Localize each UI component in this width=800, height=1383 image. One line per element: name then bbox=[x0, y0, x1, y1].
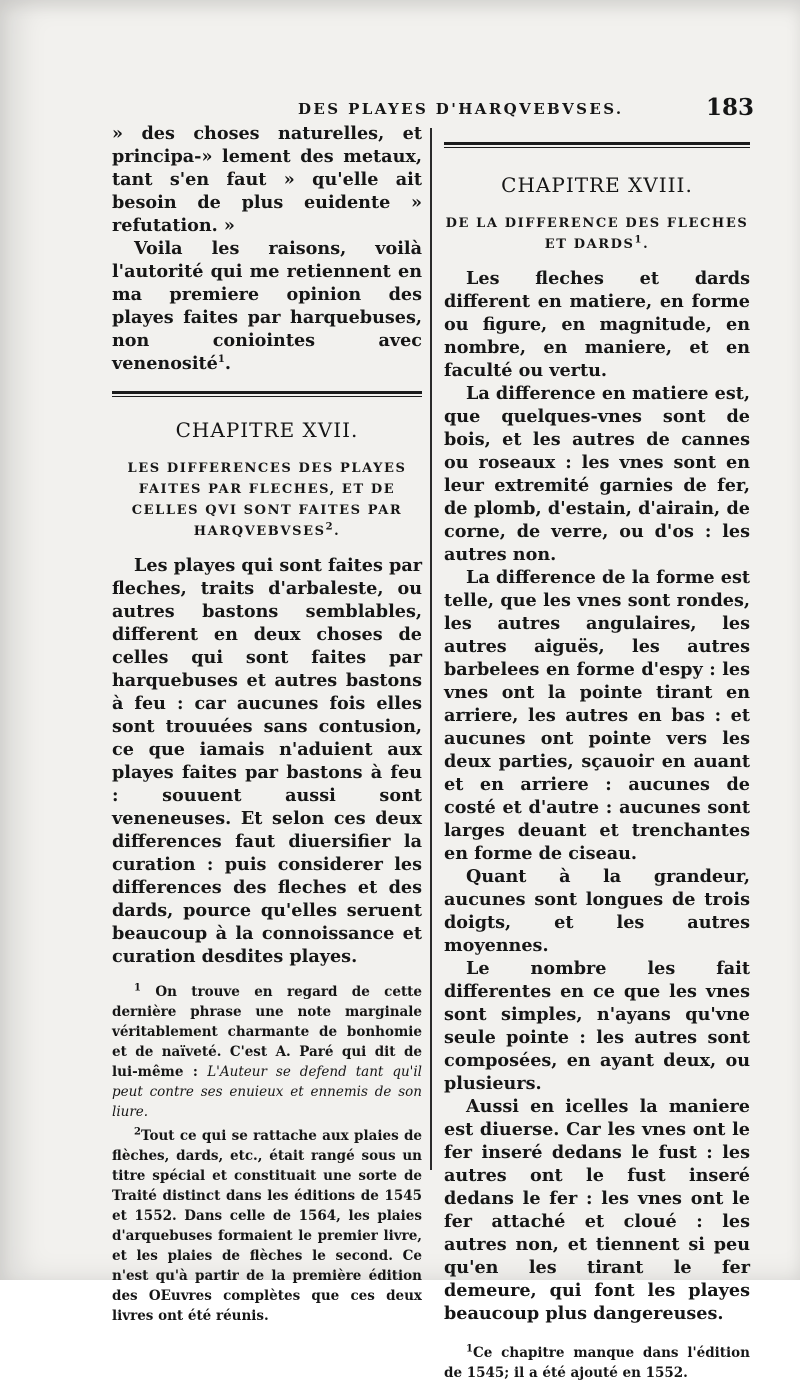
rule-thick bbox=[112, 391, 422, 394]
right-paragraph-2: La difference en matiere est, que quelques-vnes sont de bois, et les autres de cannes ou roseaux : les vnes sont en leur extremité garnies de fer, de plomb, d'estain, d'airain, de corne, de verre, ou d'os : les autres non. bbox=[444, 383, 750, 565]
footnote-2: $^2$Tout ce qui se rattache aux plaies de flèches, dards, etc., était rangé sous un titre spécial et constituait une sorte de Traité distinct dans les éditions de 1545 et 1552. Dans celle de 1564, les plaies d'arquebuses formaient le premier livre, et les plaies de flèches le second. Ce n'est qu'à partir de la première édition des OEuvres complètes que ces deux livres ont été réunis. bbox=[112, 1126, 422, 1324]
page-number: 183 bbox=[705, 94, 754, 121]
left-paragraph-2: Voila les raisons, voilà l'autorité qui me retiennent en ma premiere opinion des playes faites par harquebuses, non coniointes avec venenosité$^1$. bbox=[112, 238, 422, 374]
chapter-title: CHAPITRE XVIII. bbox=[501, 173, 693, 197]
footnote-ref: 1 bbox=[217, 354, 225, 366]
rule-thick bbox=[444, 142, 750, 145]
chapter-title: CHAPITRE XVII. bbox=[175, 418, 359, 442]
footnote-1: $^1$ On trouve en regard de cette dernière phrase une note marginale véritablement charmante de bonhomie et de naïveté. C'est A. Paré qui dit de lui-même : L'Auteur se defend tant qu'il peut contre ses enuieux et ennemis de son liure. bbox=[112, 982, 423, 1120]
footnote-1: $^1$Ce chapitre manque dans l'édition de 1545; il a été ajouté en 1552. bbox=[444, 1343, 750, 1381]
chapter-rule bbox=[112, 391, 422, 397]
right-paragraph-3: La difference de la forme est telle, que les vnes sont rondes, les autres angulaires, les autres aiguës, les autres barbelees en forme d'espy : les vnes ont la pointe tirant en arriere, les autres en bas : et aucunes ont pointe vers les deux parties, sçauoir en auant et en arriere : aucunes de costé et d'autre : aucunes sont larges deuant et trenchantes en forme de ciseau. bbox=[444, 567, 750, 864]
chapter-subtitle: LES DIFFERENCES DES PLAYES FAITES PAR FLECHES, ET DE CELLES QVI SONT FAITES PAR HARQVEBVSES$^2$. bbox=[127, 461, 407, 539]
right-column bbox=[444, 122, 750, 1383]
footnote-quote: L'Auteur se defend tant qu'il peut contre ses enuieux et ennemis de son liure. bbox=[112, 1064, 423, 1120]
footnote-ref: 1 bbox=[634, 234, 644, 246]
rule-thin bbox=[112, 396, 422, 397]
chapter-rule bbox=[444, 142, 750, 148]
rule-thin bbox=[444, 147, 750, 148]
left-paragraph-3: Les playes qui sont faites par fleches, traits d'arbaleste, ou autres bastons semblables, different en deux choses de celles qui sont faites par harquebuses et autres bastons à feu : car aucunes fois elles sont trouuées sans contusion, ce que iamais n'aduient aux playes faites par bastons à feu : souuent aussi sont veneneuses. Et selon ces deux differences faut diuersifier la curation : puis considerer les differences des fleches et des dards, pource qu'elles seruent beaucoup à la connoissance et curation desdites playes. bbox=[112, 555, 422, 967]
right-paragraph-5: Le nombre les fait differentes en ce que les vnes sont simples, n'ayans qu'vne seule pointe : les autres sont composées, en ayant deux, ou plusieurs. bbox=[444, 958, 750, 1094]
left-column bbox=[112, 122, 422, 1326]
left-paragraph-1: » des choses naturelles, et principa-» lement des metaux, tant s'en faut » qu'elle ait besoin de plus euidente » refutation. » bbox=[112, 123, 422, 236]
running-title: DES PLAYES D'HARQVEBVSES. bbox=[298, 100, 624, 118]
chapter-subtitle: DE LA DIFFERENCE DES FLECHES ET DARDS$^1$. bbox=[445, 216, 749, 252]
right-paragraph-6: Aussi en icelles la maniere est diuerse. Car les vnes ont le fer inseré dedans le fust : les autres ont le fust inseré dedans le fer : les vnes ont le fer attaché et cloué : les autres non, et tiennent si peu qu'en les tirant le fer demeure, qui font les playes beaucoup plus dangereuses. bbox=[444, 1096, 750, 1324]
right-paragraph-4: Quant à la grandeur, aucunes sont longues de trois doigts, et les autres moyennes. bbox=[444, 866, 750, 956]
footnote-ref: 2 bbox=[325, 521, 335, 533]
column-divider bbox=[430, 128, 432, 1170]
right-paragraph-1: Les fleches et dards different en matiere, en forme ou figure, en magnitude, en nombre, en maniere, et en faculté ou vertu. bbox=[444, 268, 750, 381]
